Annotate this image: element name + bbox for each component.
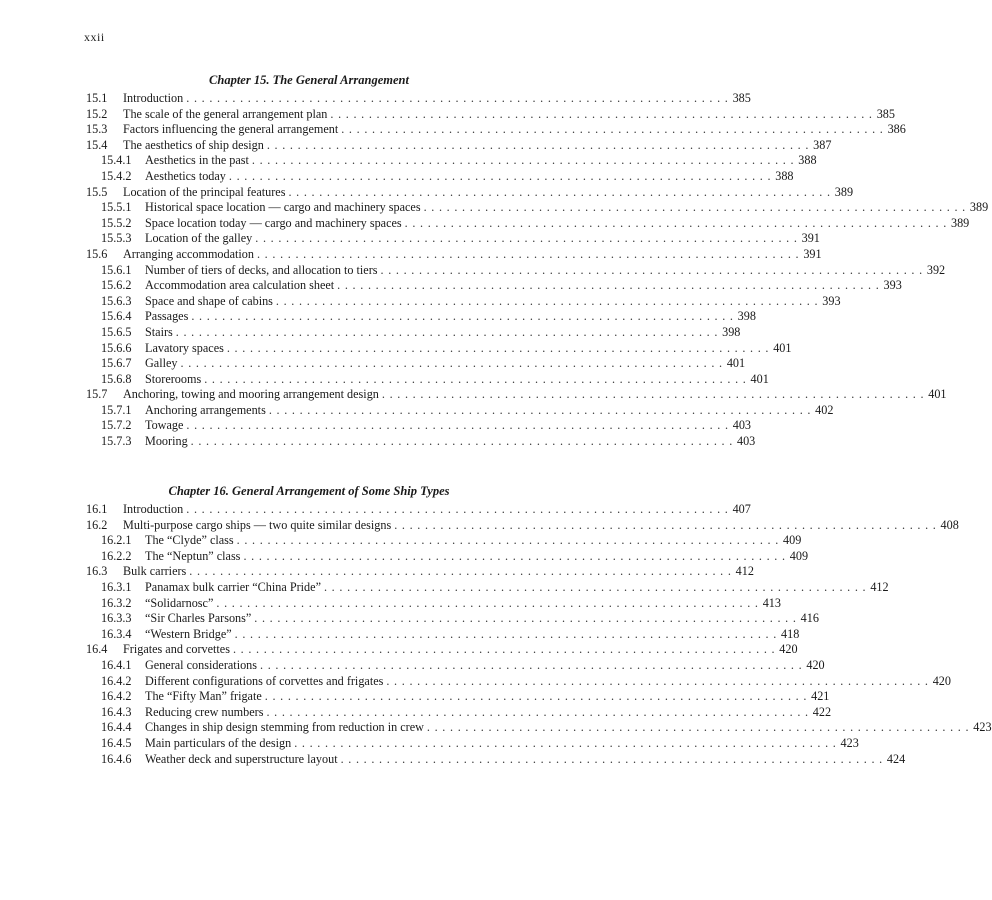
section-number: 15.3 [86, 122, 108, 137]
subsection-number: 16.4.5 [101, 735, 132, 750]
subsection-number: 15.4.1 [101, 153, 132, 168]
page-ref: 385 [732, 91, 751, 105]
toc-entry [86, 371, 769, 388]
entry-title: The “Neptun” class [145, 548, 241, 563]
subsection-number: 15.7.3 [101, 434, 132, 449]
toc-entry [86, 626, 800, 643]
subsection-number: 15.6.5 [101, 324, 132, 339]
section-number: 15.5 [86, 184, 108, 199]
toc-entry [86, 735, 859, 752]
toc-entry [86, 657, 825, 674]
dot-leader [267, 138, 809, 154]
page-ref: 421 [811, 689, 830, 704]
chapter-16-section [86, 480, 992, 767]
toc-entry [86, 200, 989, 216]
toc-entry [86, 595, 781, 612]
entry-title: Reducing crew numbers [145, 704, 264, 719]
entry-title: General considerations [145, 657, 258, 672]
page-ref: 420 [806, 657, 825, 672]
dot-leader [229, 169, 771, 185]
toc-entry [86, 106, 895, 123]
entry-title: Panamax bulk carrier “China Pride” [145, 579, 321, 594]
page-ref: 409 [783, 533, 802, 548]
toc-entry [86, 751, 906, 768]
dot-leader [181, 356, 723, 372]
entry-title: The aesthetics of ship design [123, 137, 264, 152]
dot-leader [186, 91, 728, 107]
entry-title: Mooring [145, 434, 188, 449]
toc-entry [86, 246, 822, 263]
toc-entry [86, 387, 947, 403]
toc-entry [86, 356, 746, 372]
page-ref: 420 [932, 673, 951, 688]
subsection-number: 15.4.2 [101, 168, 132, 183]
dot-leader [394, 518, 936, 534]
page-ref: 389 [969, 200, 989, 215]
page-ref: 423 [840, 735, 859, 750]
subsection-number: 16.3.1 [101, 579, 132, 594]
subsection-number: 15.6.3 [101, 293, 132, 308]
subsection-number: 16.3.4 [101, 626, 132, 641]
page-ref: 389 [950, 215, 970, 230]
entry-title: “Western Bridge” [145, 626, 232, 641]
entry-title: Space location today — cargo and machinery spaces [145, 215, 402, 230]
entry-title: Arranging accommodation [123, 246, 254, 261]
page-ref: 408 [940, 517, 959, 532]
page-ref: 402 [815, 402, 834, 417]
dot-leader [269, 403, 811, 419]
toc-entry [86, 231, 820, 247]
subsection-number: 15.6.7 [101, 356, 132, 371]
dot-leader [330, 107, 872, 123]
toc-entry [86, 309, 756, 325]
page-ref: 403 [732, 418, 752, 433]
entry-title: Historical space location — cargo and machinery spaces [145, 200, 421, 215]
subsection-number: 16.2.2 [101, 548, 132, 563]
page-ref: 393 [822, 293, 841, 308]
entry-title: Towage [145, 418, 184, 433]
toc-entry [86, 262, 946, 279]
page-ref: 401 [726, 356, 746, 371]
toc-entry [86, 579, 889, 596]
entry-title: Stairs [145, 324, 173, 339]
page-ref: 389 [834, 184, 854, 199]
subsection-number: 15.6.4 [101, 309, 132, 324]
toc-entry [86, 293, 841, 310]
subsection-number: 16.4.4 [101, 720, 132, 735]
section-number: 15.1 [86, 91, 108, 105]
page-ref: 422 [812, 704, 832, 719]
toc-entry [86, 418, 752, 434]
dot-leader [243, 549, 785, 565]
page-ref: 424 [886, 751, 906, 766]
subsection-number: 16.4.3 [101, 704, 132, 719]
dot-leader [237, 533, 779, 549]
dot-leader [254, 611, 796, 627]
dot-leader [337, 278, 879, 294]
page-ref: 423 [973, 720, 992, 735]
entry-title: Different configurations of corvettes and frigates [145, 673, 384, 688]
toc-entry [86, 673, 951, 690]
dot-leader [186, 418, 728, 434]
toc-entry [86, 153, 817, 169]
entry-title: Accommodation area calculation sheet [145, 278, 335, 293]
subsection-number: 15.6.6 [101, 340, 132, 355]
toc-entry [86, 611, 819, 627]
page-ref: 388 [775, 168, 794, 183]
dot-leader [204, 372, 746, 388]
dot-leader [382, 387, 924, 403]
page-ref: 401 [750, 371, 769, 386]
section-number: 16.3 [86, 564, 108, 579]
page-ref: 413 [762, 595, 781, 610]
dot-leader [227, 341, 769, 357]
dot-leader [276, 294, 818, 310]
dot-leader [427, 720, 969, 736]
page-ref: 412 [735, 564, 754, 579]
entry-title: Lavatory spaces [145, 340, 224, 355]
toc-entry [86, 137, 832, 154]
entry-title: Storerooms [145, 371, 202, 386]
entry-title: Location of the principal features [123, 184, 286, 199]
page-ref: 393 [883, 278, 902, 293]
subsection-number: 15.7.1 [101, 402, 132, 417]
subsection-number: 16.4.2 [101, 689, 132, 704]
page-ref: 401 [928, 387, 947, 402]
toc-entry [86, 184, 854, 201]
dot-leader [405, 216, 947, 232]
entry-title: Main particulars of the design [145, 735, 292, 750]
dot-leader [252, 153, 794, 169]
page-ref: 385 [876, 106, 895, 121]
toc-entry [86, 720, 992, 736]
dot-leader [216, 596, 758, 612]
page-number: xxii [84, 30, 105, 44]
chapter-title: Chapter 15. The General Arrangement [209, 73, 409, 87]
entry-title: Changes in ship design stemming from reduction in crew [145, 720, 424, 735]
entry-title: Passages [145, 309, 189, 324]
toc-entry [86, 704, 832, 721]
subsection-number: 16.4.2 [101, 673, 132, 688]
page-ref: 412 [870, 579, 889, 594]
page-ref: 420 [779, 642, 798, 657]
dot-leader [191, 309, 733, 325]
dot-leader [294, 736, 836, 752]
page-ref: 391 [801, 231, 820, 246]
toc-entry [86, 402, 834, 419]
subsection-number: 16.4.6 [101, 751, 132, 766]
toc-entry [86, 122, 906, 138]
section-number: 16.2 [86, 517, 108, 532]
page-ref: 416 [800, 611, 819, 626]
entry-title: Location of the galley [145, 231, 253, 246]
entry-title: The “Fifty Man” frigate [145, 689, 262, 704]
subsection-number: 16.2.1 [101, 533, 132, 548]
toc-entry [86, 215, 970, 232]
page-ref: 418 [781, 626, 800, 641]
subsection-number: 15.6.2 [101, 278, 132, 293]
entry-title: Bulk carriers [123, 564, 187, 579]
toc-entry [86, 533, 802, 549]
dot-leader [341, 752, 883, 768]
toc-entry [86, 324, 741, 341]
page-ref: 403 [736, 434, 756, 449]
subsection-number: 16.3.3 [101, 611, 132, 626]
page-ref: 391 [803, 246, 822, 261]
page-ref: 386 [887, 122, 906, 137]
section-number: 15.7 [86, 387, 108, 402]
dot-leader [265, 689, 807, 705]
toc-entry [86, 434, 756, 450]
section-number: 15.2 [86, 106, 108, 121]
entry-title: The “Clyde” class [145, 533, 234, 548]
dot-leader [186, 502, 728, 518]
chapter-15-section [86, 69, 989, 450]
entry-title: Aesthetics today [145, 168, 226, 183]
toc-entry [86, 517, 959, 534]
toc-entry [86, 340, 792, 357]
entry-title: The scale of the general arrangement plan [123, 106, 328, 121]
dot-leader [260, 658, 802, 674]
toc-entry [86, 502, 751, 518]
dot-leader [233, 642, 775, 658]
dot-leader [257, 247, 799, 263]
toc-entry [86, 689, 830, 705]
section-number: 16.4 [86, 642, 108, 657]
entry-title: Factors influencing the general arrangement [123, 122, 339, 137]
toc-entry [86, 642, 798, 658]
entry-title: Galley [145, 356, 178, 371]
toc-entry [86, 91, 751, 107]
chapter-title: Chapter 16. General Arrangement of Some Ship Types [168, 484, 450, 498]
page-ref: 387 [813, 137, 832, 152]
subsection-number: 15.7.2 [101, 418, 132, 433]
toc-entry [86, 278, 902, 294]
dot-leader [381, 263, 923, 279]
entry-title: Frigates and corvettes [123, 642, 230, 657]
entry-title: Anchoring, towing and mooring arrangement design [123, 387, 379, 402]
page-ref: 398 [722, 324, 741, 339]
section-number: 15.4 [86, 137, 108, 152]
dot-leader [324, 580, 866, 596]
dot-leader [255, 231, 797, 247]
entry-title: Multi-purpose cargo ships — two quite similar designs [123, 517, 392, 532]
dot-leader [189, 564, 731, 580]
entry-title: Space and shape of cabins [145, 293, 273, 308]
subsection-number: 15.5.3 [101, 231, 132, 246]
dot-leader [386, 674, 928, 690]
dot-leader [288, 185, 830, 201]
entry-title: Introduction [123, 502, 184, 516]
entry-title: Introduction [123, 91, 184, 105]
dot-leader [191, 434, 733, 450]
toc-list [86, 91, 989, 450]
entry-title: Aesthetics in the past [145, 153, 249, 168]
toc-list [86, 502, 992, 767]
dot-leader [266, 705, 808, 721]
subsection-number: 15.6.8 [101, 371, 132, 386]
subsection-number: 15.5.2 [101, 215, 132, 230]
subsection-number: 16.4.1 [101, 657, 132, 672]
entry-title: Number of tiers of decks, and allocation to tiers [145, 262, 378, 277]
toc-entry [86, 564, 754, 580]
section-number: 16.1 [86, 502, 108, 516]
page-ref: 398 [737, 309, 756, 324]
subsection-number: 15.6.1 [101, 262, 132, 277]
page-ref: 407 [732, 502, 751, 516]
page-ref: 392 [926, 262, 946, 277]
page-ref: 409 [789, 548, 809, 563]
dot-leader [424, 200, 966, 216]
toc-entry [86, 168, 794, 185]
page-ref: 401 [773, 340, 792, 355]
entry-title: Weather deck and superstructure layout [145, 751, 338, 766]
subsection-number: 16.3.2 [101, 595, 132, 610]
entry-title: “Solidarnosc” [145, 595, 214, 610]
subsection-number: 15.5.1 [101, 200, 132, 215]
page-ref: 388 [798, 153, 817, 168]
dot-leader [235, 627, 777, 643]
dot-leader [341, 122, 883, 138]
section-number: 15.6 [86, 246, 108, 261]
entry-title: Anchoring arrangements [145, 402, 266, 417]
dot-leader [176, 325, 718, 341]
toc-entry [86, 548, 809, 565]
entry-title: “Sir Charles Parsons” [145, 611, 252, 626]
